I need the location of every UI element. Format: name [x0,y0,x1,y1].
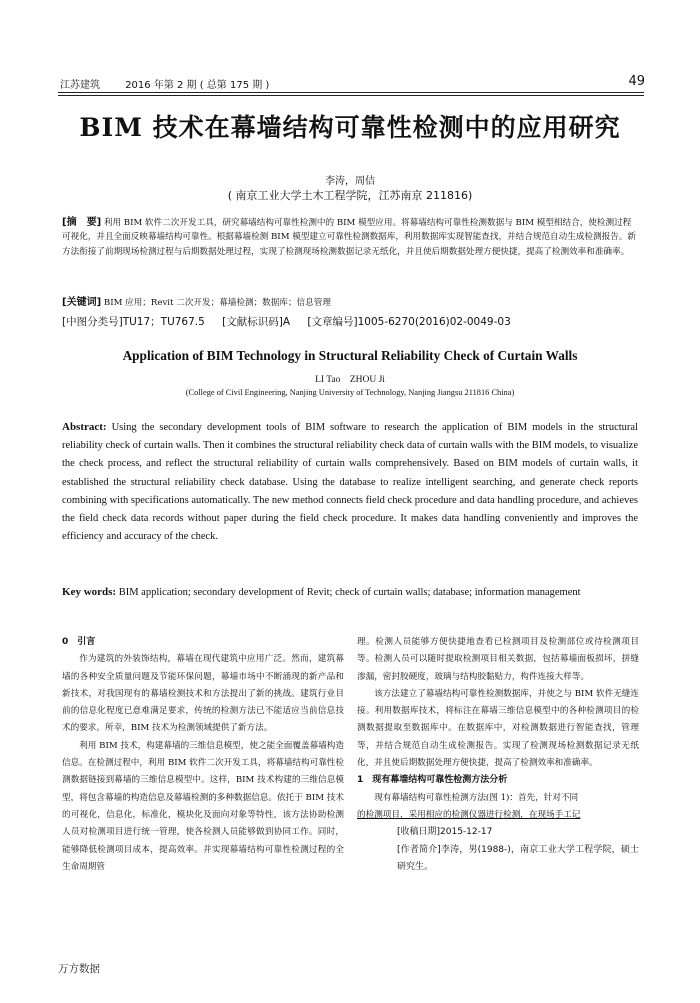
english-affiliation: (College of Civil Engineering, Nanjing University of Technology, Nanjing Jiangsu 211816 China) [185,388,515,397]
received-date: [收稿日期]2015-12-17 [397,827,493,838]
body-left-column [62,634,344,876]
header-rule-2 [58,95,644,96]
english-keywords [62,584,638,601]
authors: 李涛，周佶 [325,176,375,187]
paragraph: 理。检测人员能够方便快捷地查看已检测项目及检测部位或待检测项目等。检测人员可以随时提取检测项目相关数据，包括幕墙面板损坏，拼缝渗漏，密封胶硬度，玻璃与结构胶黏贴力，构件连接大样等。 [357,637,639,682]
en-keywords-text: BIM application; secondary development of Revit; check of curtain walls; database; information management [118,587,581,598]
chinese-abstract [62,216,638,259]
classification-line [62,314,638,329]
issue-info: 2016 年第 2 期 ( 总第 175 期 ) [125,80,270,91]
zh-keywords-label: [关键词] [62,297,102,308]
paragraph: 利用 BIM 技术，构建幕墙的三维信息模型，使之能全面覆盖幕墙构造信息。在检测过程中，利用 BIM 软件二次开发工具，将幕墙结构可靠性检测数据链接到幕墙的三维信息模型中。这样，BIM 技术构建的三维信息模型，将包含幕墙的构造信息及幕墙检测的多种数据信息。依托于 BIM 技术的可视化，信息化，标准化，模块化及面向对象等特性，该方法协助检测人员对检测项目进行统一管理，使各检测人员能够做到协同工作。同时，能够降低检测项目成本，提高效率。并实现幕墙结构可靠性检测过程的全生命周期管 [62,740,344,872]
paper-title: BIM 技术在幕墙结构可靠性检测中的应用研究 [79,113,621,142]
chinese-keywords [62,293,638,308]
zh-keywords-text: BIM 应用；Revit 二次开发；幕墙检测；数据库；信息管理 [103,298,331,308]
section-1-heading: 1 现有幕墙结构可靠性检测方法分析 [357,775,508,786]
header-rule [58,92,644,93]
affiliation: ( 南京工业大学土木工程学院，江苏南京 211816) [227,189,473,202]
english-title: Application of BIM Technology in Structural Reliability Check of Curtain Walls [122,348,578,363]
en-keywords-label: Key words: [62,586,117,598]
paragraph: 现有幕墙结构可靠性检测方法(图 1)：首先，针对不同 [374,792,579,803]
page-number: 49 [628,74,645,89]
journal-name: 江苏建筑 [60,80,100,91]
en-abstract-text: Using the secondary development tools of BIM software to research the application of BIM models in the structural reliability check of curtain walls. Then it combines the structural reliability check data of curtain walls with the BIM models, to visualize the check process, and reflect the structural reliability of curtain walls comprehensively. Based on BIM models of curtain walls, it established the structural reliability check database. Using the database to realize intelligent searching, and generate check reports combining with specifications automatically. The new method connects field check procedure and data handling procedure, and achieves the field check data records without paper during the field check procedure. It makes data handling conveniently and improves the efficiency and accuracy of the check. [62,422,638,543]
doc-code: [文献标识码]A [222,316,291,328]
footer-watermark: 万方数据 [58,963,100,975]
paragraph: 该方法建立了幕墙结构可靠性检测数据库，并使之与 BIM 软件无缝连接。利用数据库技术，将标注在幕墙三维信息模型中的各种检测项目的检测数据提取至数据库中。在数据库中，对检测数据进行智能查找，管理等，并结合规范自动生成检测报告。实现了检测现场检测数据记录无纸化，并且使后期数据处理方便快捷，提高了检测效率和准确率。 [357,688,639,769]
en-abstract-label: Abstract: [62,421,107,433]
clc-number: [中图分类号]TU17；TU767.5 [62,316,205,328]
running-header [60,76,645,91]
article-number: [文章编号]1005-6270(2016)02-0049-03 [307,316,511,328]
body-right-column [357,634,639,876]
english-authors: LI Tao ZHOU Ji [315,375,385,385]
section-0-heading: 0 引言 [62,637,96,647]
zh-abstract-text: 利用 BIM 软件二次开发工具，研究幕墙结构可靠性检测中的 BIM 模型应用。将幕墙结构可靠性检测数据与 BIM 模型相结合，使检测过程可视化，并且全面反映幕墙结构可靠性。根据幕墙检测 BIM 模型建立可靠性检测数据库，利用数据库实现智能查找，并结合规范自动生成检测报告。新方法衔接了前期现场检测过程与后期数据处理过程，实现了检测现场检测数据记录无纸化，并且使后期数据处理方便快捷，提高了检测效率和准确率。 [62,218,636,257]
author-bio: [作者简介]李涛，男(1988-)，南京工业大学工程学院，硕士研究生。 [397,844,639,872]
english-abstract [62,418,638,546]
zh-abstract-label: [摘 要] [62,217,102,228]
paragraph: 作为建筑的外装饰结构，幕墙在现代建筑中应用广泛。然而，建筑幕墙的各种安全质量问题及节能环保问题，幕墙市场中不断涌现的新产品和新技术，对我国现有的幕墙检测技术和方法提出了新的挑战。建筑行业目前的信息化程度已意难满足要求，传统的检测方法已不能适应当前信息技术的要求。所幸，BIM 技术为检测领域提供了新方法。 [62,654,344,734]
paragraph-continued: 的检测项目，采用相应的检测仪器进行检测，在现场手工记 [357,809,581,820]
